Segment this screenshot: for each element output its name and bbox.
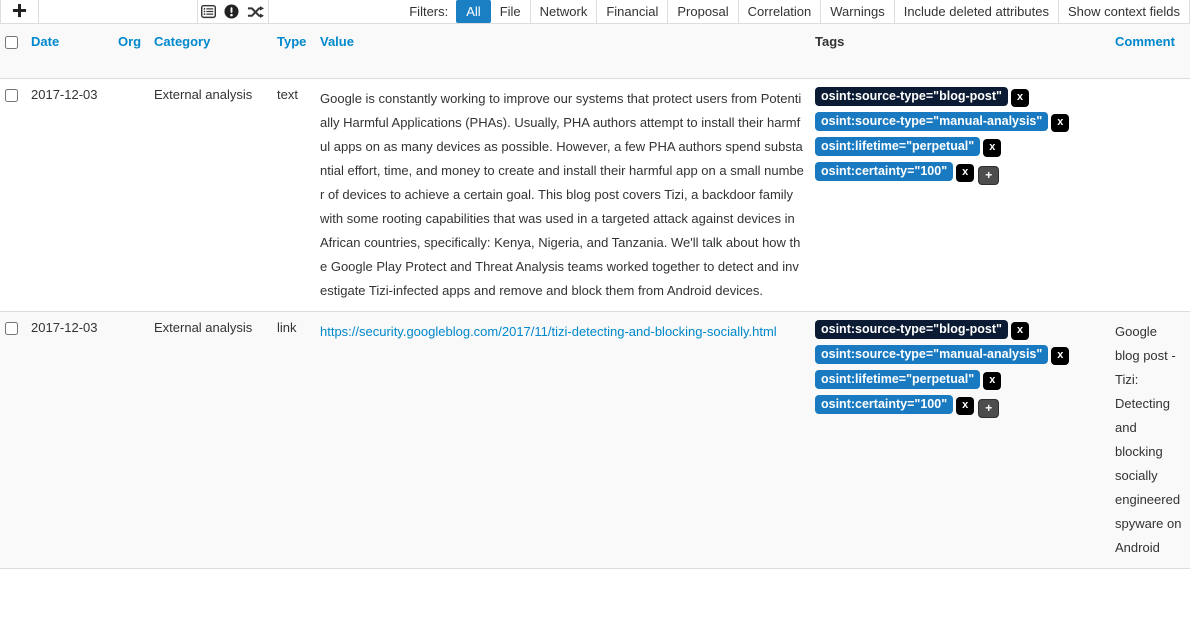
tag[interactable]: osint:certainty="100" xyxy=(815,395,953,414)
column-header-value[interactable]: Value xyxy=(315,24,810,79)
filters-label: Filters: xyxy=(409,4,449,19)
filter-tab-correlation[interactable]: Correlation xyxy=(739,0,822,23)
attribute-type: text xyxy=(272,79,315,312)
row-checkbox[interactable] xyxy=(5,89,18,102)
filter-tab-all[interactable]: All xyxy=(456,0,490,23)
plus-icon xyxy=(12,3,27,21)
attribute-date: 2017-12-03 xyxy=(26,312,113,569)
column-header-type[interactable]: Type xyxy=(272,24,315,79)
select-all-checkbox[interactable] xyxy=(5,36,18,49)
attribute-date: 2017-12-03 xyxy=(26,79,113,312)
filter-tab-proposal[interactable]: Proposal xyxy=(668,0,738,23)
filter-tab-show-context[interactable]: Show context fields xyxy=(1059,0,1190,23)
toolbar-spacer xyxy=(269,0,407,23)
attribute-value: Google is constantly working to improve our systems that protect users from Potentially Harmful Applications (PHAs). Usually, PHA authors attempt to install their harmful apps on as many devices as possible. However, a few PHA authors spend substantial effort, time, and money to create and install their harmful app on a small number of devices to achieve a certain goal. This blog post covers Tizi, a backdoor family with some rooting capabilities that was used in a targeted attack against devices in African countries, specifically: Kenya, Nigeria, and Tanzania. We'll talk about how the Google Play Protect and Threat Analysis teams worked together to detect and investigate Tizi-infected apps and remove and block them from Android devices. xyxy=(315,79,810,312)
attribute-org xyxy=(113,312,149,569)
column-header-date[interactable]: Date xyxy=(26,24,113,79)
tag-remove-button[interactable]: x xyxy=(956,397,974,415)
filter-tab-network[interactable]: Network xyxy=(531,0,598,23)
tag-add-button[interactable]: + xyxy=(978,166,999,185)
attribute-comment: Google blog post - Tizi: Detecting and blocking socially engineered spyware on Android xyxy=(1110,312,1190,569)
attribute-toolbar xyxy=(0,0,1190,24)
shuffle-icon[interactable] xyxy=(247,5,264,19)
table-header-row xyxy=(0,24,1190,79)
attribute-category: External analysis xyxy=(149,312,272,569)
exclamation-circle-icon[interactable] xyxy=(224,4,239,19)
add-attribute-button[interactable] xyxy=(0,0,39,23)
filter-tab-warnings[interactable]: Warnings xyxy=(821,0,894,23)
tag-remove-button[interactable]: x xyxy=(983,139,1001,157)
list-icon[interactable] xyxy=(201,4,216,19)
toolbar-spacer xyxy=(39,0,197,23)
tag[interactable]: osint:source-type="blog-post" xyxy=(815,87,1008,106)
filters-bar xyxy=(407,0,1190,23)
column-header-comment[interactable]: Comment xyxy=(1110,24,1190,79)
attribute-org xyxy=(113,79,149,312)
filter-tab-include-deleted[interactable]: Include deleted attributes xyxy=(895,0,1059,23)
tag-remove-button[interactable]: x xyxy=(1051,347,1069,365)
filter-tab-financial[interactable]: Financial xyxy=(597,0,668,23)
row-checkbox[interactable] xyxy=(5,322,18,335)
tag-remove-button[interactable]: x xyxy=(1011,89,1029,107)
toolbar-icon-group xyxy=(197,0,269,23)
filter-tab-file[interactable]: File xyxy=(491,0,531,23)
column-header-category[interactable]: Category xyxy=(149,24,272,79)
tag[interactable]: osint:source-type="blog-post" xyxy=(815,320,1008,339)
attribute-tags xyxy=(810,312,1110,569)
tag-add-button[interactable]: + xyxy=(978,399,999,418)
attributes-table xyxy=(0,24,1190,569)
column-header-tags: Tags xyxy=(810,24,1110,79)
tag-remove-button[interactable]: x xyxy=(983,372,1001,390)
tag-remove-button[interactable]: x xyxy=(956,164,974,182)
attribute-category: External analysis xyxy=(149,79,272,312)
attribute-row xyxy=(0,312,1190,569)
tag[interactable]: osint:source-type="manual-analysis" xyxy=(815,112,1048,131)
attribute-value-link[interactable]: https://security.googleblog.com/2017/11/tizi-detecting-and-blocking-socially.html xyxy=(320,324,777,339)
tag[interactable]: osint:certainty="100" xyxy=(815,162,953,181)
tag-remove-button[interactable]: x xyxy=(1051,114,1069,132)
tag-remove-button[interactable]: x xyxy=(1011,322,1029,340)
tag[interactable]: osint:source-type="manual-analysis" xyxy=(815,345,1048,364)
column-header-org[interactable]: Org xyxy=(113,24,149,79)
tag[interactable]: osint:lifetime="perpetual" xyxy=(815,137,980,156)
attribute-tags xyxy=(810,79,1110,312)
attribute-type: link xyxy=(272,312,315,569)
attribute-comment xyxy=(1110,79,1190,312)
tag[interactable]: osint:lifetime="perpetual" xyxy=(815,370,980,389)
attribute-row xyxy=(0,79,1190,312)
